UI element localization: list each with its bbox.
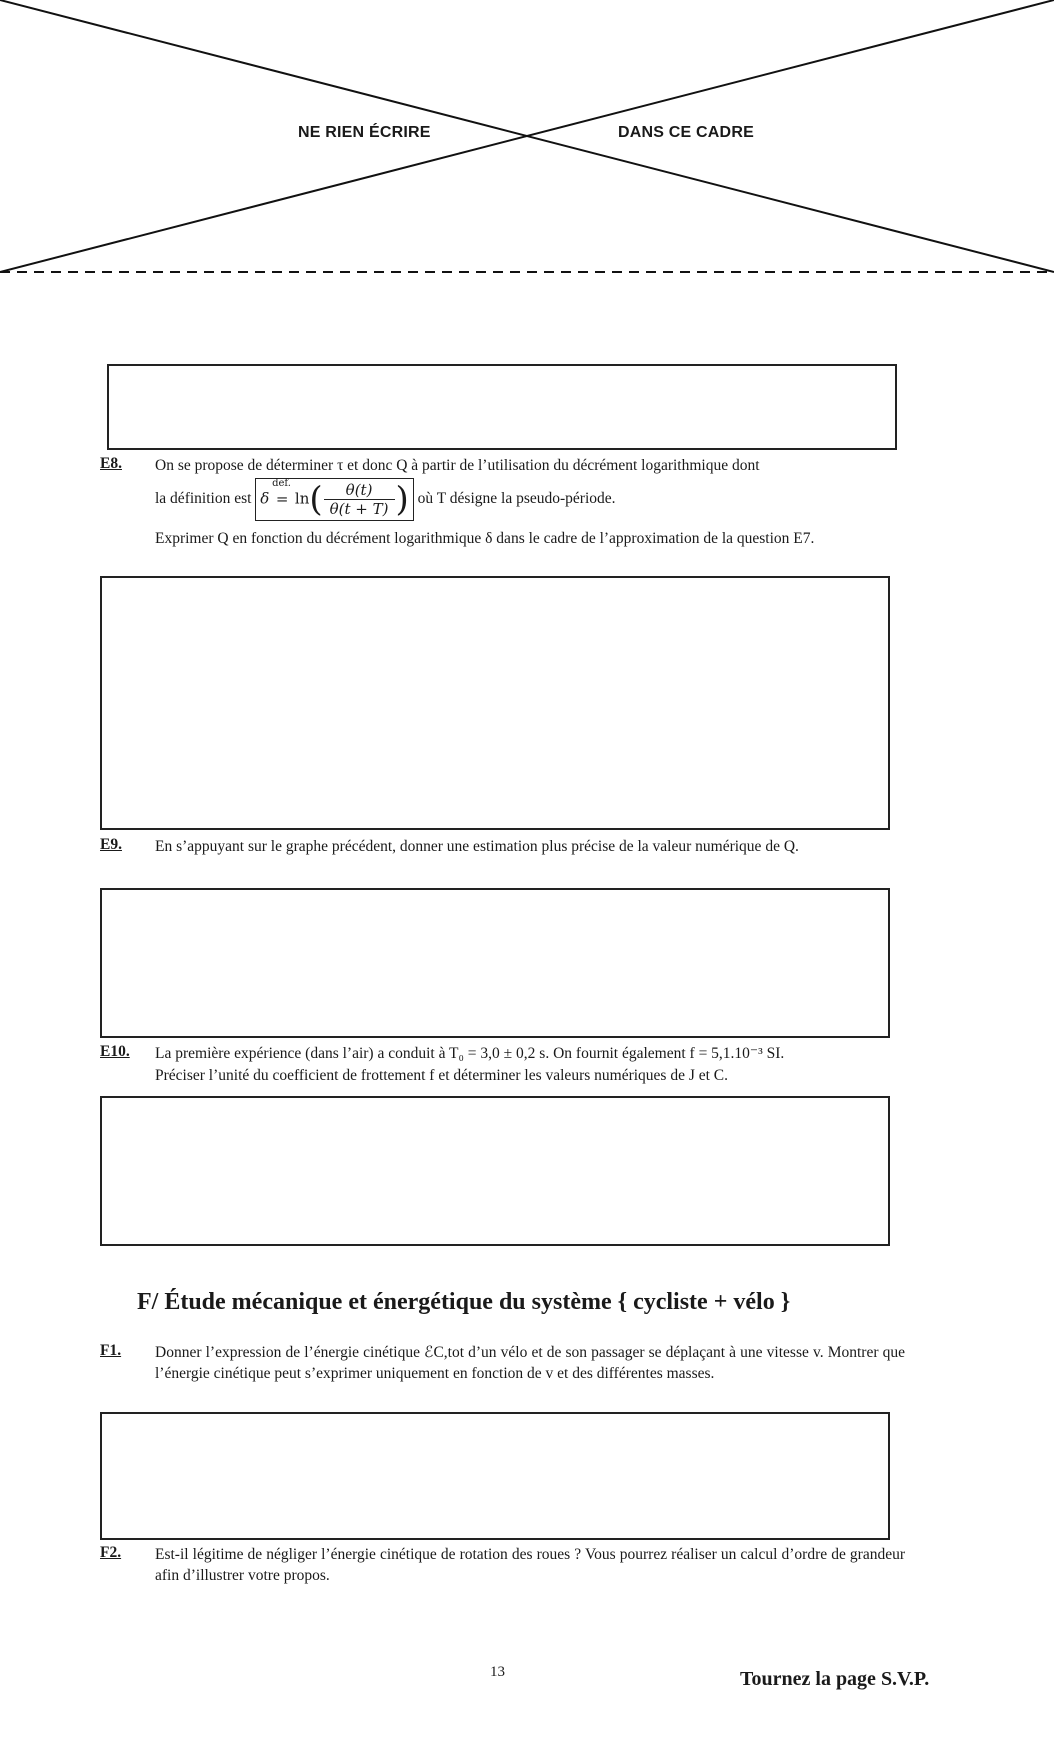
no-write-frame	[0, 0, 1054, 280]
formula-paren-close: )	[395, 479, 409, 520]
answer-box-e9[interactable]	[100, 888, 890, 1038]
formula-box-delta	[255, 478, 413, 521]
question-e9-text: En s’appuyant sur le graphe précédent, donner une estimation plus précise de la valeur numérique de Q.	[155, 838, 799, 855]
section-f-title: F/ Étude mécanique et énergétique du système { cycliste + vélo }	[137, 1289, 791, 1315]
header-left-label: NE RIEN ÉCRIRE	[298, 124, 431, 141]
formula-def-label: def.	[272, 477, 291, 489]
question-e8-line1: On se propose de déterminer τ et donc Q à partir de l’utilisation du décrément logarithmique dont	[155, 457, 760, 474]
question-e8-line2-prefix: la définition est	[155, 490, 252, 508]
page-number: 13	[490, 1664, 505, 1680]
header-right-label: DANS CE CADRE	[618, 124, 754, 141]
question-number-f1: F1.	[100, 1342, 122, 1359]
formula-paren-open: (	[309, 479, 323, 520]
question-e8-definition	[155, 478, 616, 521]
question-number-e9: E9.	[100, 836, 122, 853]
turn-page-label: Tournez la page S.V.P.	[740, 1668, 930, 1690]
answer-box-e10[interactable]	[100, 1096, 890, 1246]
formula-def-eq	[272, 477, 291, 508]
formula-eq: =	[275, 489, 289, 508]
answer-box-f1[interactable]	[100, 1412, 890, 1540]
formula-numerator: θ(t)	[324, 481, 395, 500]
question-e8-line3: Exprimer Q en fonction du décrément logarithmique δ dans le cadre de l’approximation de la question E7.	[155, 530, 815, 547]
question-number-e8: E8.	[100, 455, 122, 472]
question-e10-line1: La première expérience (dans l’air) a conduit à T₀ = 3,0 ± 0,2 s. On fournit également f = 5,1.10⁻³ SI.	[155, 1045, 785, 1062]
formula-ln: ln	[294, 489, 310, 508]
answer-box-e7[interactable]	[107, 364, 897, 450]
question-number-e10: E10.	[100, 1043, 130, 1060]
formula-fraction	[324, 481, 395, 518]
question-number-f2: F2.	[100, 1544, 122, 1561]
question-e8-line2-suffix: où T désigne la pseudo-période.	[417, 490, 616, 508]
question-f1-text: Donner l’expression de l’énergie cinétique ℰC,tot d’un vélo et de son passager se déplaçant à une vitesse v. Montrer que l’énergie cinétique peut s’exprimer uniquement en fonction de v et des différentes masses.	[155, 1344, 905, 1382]
formula-lhs: δ	[260, 489, 270, 508]
question-f2-text: Est-il légitime de négliger l’énergie cinétique de rotation des roues ? Vous pourrez réaliser un calcul d’ordre de grandeur afin d’illustrer votre propos.	[155, 1546, 905, 1584]
answer-box-e8[interactable]	[100, 576, 890, 830]
question-e10-line2: Préciser l’unité du coefficient de frottement f et déterminer les valeurs numériques de J et C.	[155, 1067, 729, 1084]
formula-denominator: θ(t + T)	[329, 500, 389, 518]
